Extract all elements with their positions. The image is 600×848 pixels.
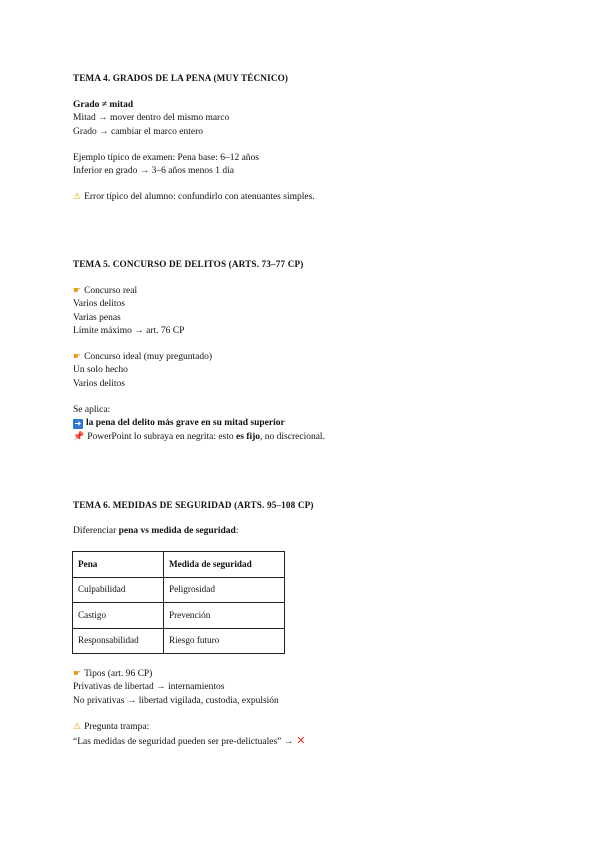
warning-icon: ⚠ xyxy=(73,722,82,732)
inferior-line: Inferior en grado → 3–6 años menos 1 día xyxy=(73,166,234,177)
table-header-cell: Pena xyxy=(73,552,164,578)
list-item: Varios delitos xyxy=(73,299,125,310)
no-privativas-line: No privativas → libertad vigilada, custodia, expulsión xyxy=(73,695,279,706)
pointing-hand-icon: ☛ xyxy=(73,669,82,679)
diferenciar-bold: pena vs medida de seguridad xyxy=(118,526,236,536)
diferenciar-post: : xyxy=(235,526,239,536)
tema4-heading: TEMA 4. GRADOS DE LA PENA (MUY TÉCNICO) xyxy=(73,73,289,83)
list-item: Un solo hecho xyxy=(73,365,128,376)
powerpoint-bold: es fijo xyxy=(236,431,261,442)
table-cell: Riesgo futuro xyxy=(164,628,285,654)
table-cell: Prevención xyxy=(164,603,285,629)
table-row xyxy=(73,577,285,603)
table-header-row xyxy=(73,552,285,578)
cross-mark-icon: ✕ xyxy=(296,734,306,748)
table-header-cell: Medida de seguridad xyxy=(164,552,285,578)
tema4-body xyxy=(73,99,543,139)
se-aplica-block xyxy=(73,404,543,444)
pointing-hand-icon: ☛ xyxy=(73,352,82,362)
list-item: Límite máximo → art. 76 CP xyxy=(73,325,185,336)
grado-mitad-bold: Grado ≠ mitad xyxy=(73,100,134,110)
table-cell: Culpabilidad xyxy=(73,577,164,603)
tema5-heading: TEMA 5. CONCURSO DE DELITOS (ARTS. 73–77 CP) xyxy=(73,259,304,269)
table-cell: Responsabilidad xyxy=(73,628,164,654)
concurso-real-label: Concurso real xyxy=(84,286,138,296)
diferenciar-line xyxy=(73,525,543,538)
pregunta-trampa-block xyxy=(73,721,543,750)
warning-icon: ⚠ xyxy=(73,192,82,202)
error-line: Error típico del alumno: confundirlo con atenuantes simples. xyxy=(84,192,315,202)
trampa-line: “Las medidas de seguridad pueden ser pre-delictuales” → xyxy=(73,737,294,748)
concurso-ideal-block xyxy=(73,351,543,391)
se-aplica-label: Se aplica: xyxy=(73,405,111,415)
powerpoint-post: , no discrecional. xyxy=(260,431,325,442)
tema6-heading: TEMA 6. MEDIDAS DE SEGURIDAD (ARTS. 95–108 CP) xyxy=(73,500,314,510)
table-cell: Castigo xyxy=(73,603,164,629)
list-item: Varios delitos xyxy=(73,378,125,389)
powerpoint-pre: PowerPoint lo subraya en negrita: esto xyxy=(87,431,237,442)
concurso-ideal-label: Concurso ideal (muy preguntado) xyxy=(84,352,213,362)
pushpin-icon: 📌 xyxy=(73,431,85,442)
diferenciar-pre: Diferenciar xyxy=(73,526,119,536)
grado-line: Grado → cambiar el marco entero xyxy=(73,126,204,137)
tipos-label: Tipos (art. 96 CP) xyxy=(84,669,153,679)
tema4-error xyxy=(73,191,543,204)
concurso-real-block xyxy=(73,285,543,338)
pointing-hand-icon: ☛ xyxy=(73,286,82,296)
aplica-rule: la pena del delito más grave en su mitad superior xyxy=(86,418,285,429)
table-row xyxy=(73,603,285,629)
mitad-line: Mitad → mover dentro del mismo marco xyxy=(73,113,230,124)
ejemplo-line: Ejemplo típico de examen: Pena base: 6–12 años xyxy=(73,153,259,163)
list-item: Varias penas xyxy=(73,312,121,323)
privativas-line: Privativas de libertad → internamientos xyxy=(73,682,225,693)
tipos-block xyxy=(73,668,543,708)
pena-vs-medida-table xyxy=(72,551,285,654)
trampa-label: Pregunta trampa: xyxy=(84,722,150,732)
table-cell: Peligrosidad xyxy=(164,577,285,603)
table-row xyxy=(73,628,285,654)
tema4-example xyxy=(73,152,543,179)
right-arrow-icon: ➜ xyxy=(74,419,82,429)
